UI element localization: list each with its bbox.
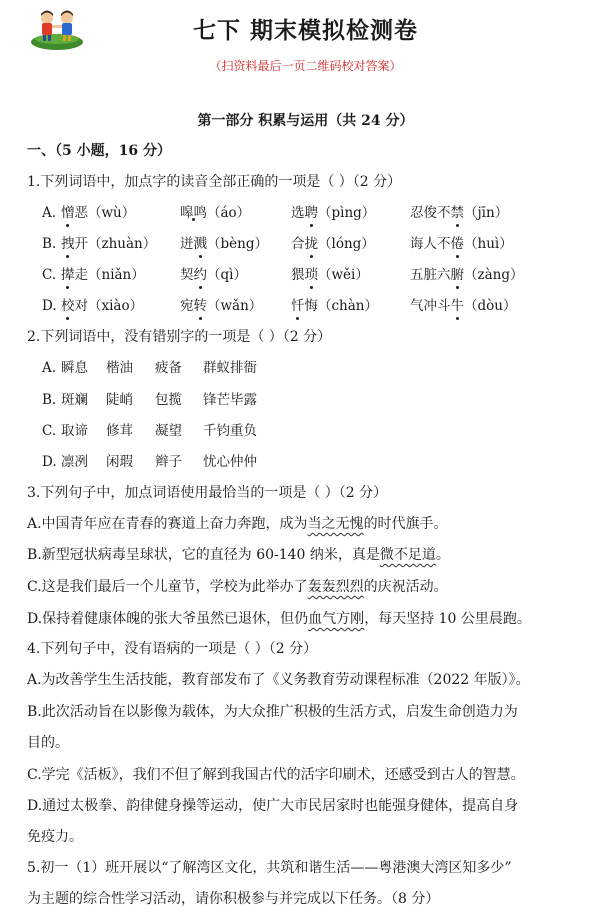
item-text: 五脏六: [410, 267, 451, 283]
item-text: （lóng）: [318, 236, 375, 252]
pinyin-item: [180, 203, 250, 223]
item-text: 宛: [180, 298, 194, 314]
item-text: （wǎn）: [207, 298, 263, 314]
option-text: D.保持着健康体魄的张大爷虽然已退休，但仍: [27, 611, 309, 627]
item-text: （qì）: [207, 267, 247, 283]
item-text: 气冲斗: [410, 298, 451, 314]
dotted-character: 拢: [304, 236, 318, 252]
question-3-option-b: [27, 545, 450, 565]
item-text: （huì）: [464, 236, 513, 252]
question-2-stem: 2.下列词语中，没有错别字的一项是（ ）（2 分）: [27, 329, 332, 345]
exam-title: 七下 期末模拟检测卷: [192, 17, 418, 44]
pinyin-item: [180, 234, 268, 254]
question-4-option-b-cont: 目的。: [27, 735, 69, 751]
option-text: B.新型冠状病毒呈球状，它的直径为 60-140 纳米，真是: [27, 547, 380, 563]
dotted-character: 撵: [61, 267, 75, 283]
pinyin-item: [291, 203, 375, 223]
option-letter: B.: [42, 236, 57, 252]
item-text: 嗥: [180, 205, 194, 221]
pinyin-item: [61, 234, 156, 254]
item-text: 选: [291, 205, 305, 221]
word-item: 修茸: [106, 423, 133, 439]
option-text: A.中国青年应在青春的赛道上奋力奔跑，成为: [27, 516, 308, 532]
option-letter: A.: [42, 360, 57, 376]
option-letter: D.: [42, 298, 57, 314]
item-text: （wěi）: [318, 267, 369, 283]
question-5-stem-cont: 为主题的综合性学习活动，请你积极参与并完成以下任务。（8 分）: [27, 891, 440, 907]
item-text: （zàng）: [464, 267, 524, 283]
word-item: 闲瑕: [106, 454, 133, 470]
word-item: 辫子: [155, 454, 182, 470]
pinyin-item: [61, 296, 143, 316]
dotted-character: 校: [61, 298, 75, 314]
question-4-option-b: B.此次活动旨在以影像为载体，为大众推广积极的生活方式，启发生命创造力为: [27, 704, 518, 720]
dotted-character: 约: [193, 267, 207, 283]
pinyin-item: [180, 296, 262, 316]
question-5-stem: 5.初一（1）班开展以“了解湾区文化，共筑和谐生活——粤港澳大湾区知多少”: [27, 860, 512, 876]
pinyin-item: [180, 265, 247, 285]
dotted-character: 禁: [450, 205, 464, 221]
dotted-character: 腑: [450, 267, 464, 283]
item-text: 猥: [291, 267, 305, 283]
word-item: 楷油: [106, 360, 133, 376]
question-1-stem: 1.下列词语中，加点字的读音全部正确的一项是（ ）（2 分）: [27, 174, 402, 190]
word-item: 忧心仲仲: [203, 454, 257, 470]
pinyin-item: [291, 234, 375, 254]
dotted-phrase: 血气方刚: [308, 611, 365, 627]
item-text: 契: [180, 267, 194, 283]
item-text: 鸣（áo）: [193, 205, 251, 221]
question-4-option-d: D.通过太极拳、韵律健身操等运动，使广大市民居家时也能强身健体，提高自身: [27, 798, 519, 814]
word-item: 千钧重负: [203, 423, 257, 439]
option-text: 的庆祝活动。: [363, 579, 448, 595]
item-text: 走（niǎn）: [74, 267, 145, 283]
word-item: 群蚁排衙: [203, 360, 257, 376]
question-3-option-d: [27, 609, 531, 629]
pinyin-item: [410, 296, 516, 316]
dotted-phrase: 当之无愧: [307, 516, 364, 532]
dotted-phrase: 微不足道: [379, 547, 436, 563]
word-item: 陡峭: [106, 392, 133, 408]
item-text: 迸: [180, 236, 194, 252]
item-text: （pìng）: [318, 205, 376, 221]
item-text: 忍俊不: [410, 205, 451, 221]
item-text: （dòu）: [464, 298, 517, 314]
pinyin-item: [291, 265, 369, 285]
question-4-stem: 4.下列句子中，没有语病的一项是（ ）（2 分）: [27, 641, 318, 657]
pinyin-item: [291, 296, 378, 316]
option-letter: D.: [42, 454, 57, 470]
dotted-character: 牛: [450, 298, 464, 314]
word-item: 疲备: [155, 360, 182, 376]
part-one-title: 第一部分 积累与运用（共 24 分）: [197, 113, 414, 129]
word-item: 包揽: [155, 392, 182, 408]
option-text: 的时代旗手。: [363, 516, 448, 532]
word-item: 凛冽: [61, 454, 88, 470]
dotted-character: 拽: [61, 236, 75, 252]
dotted-character: 转: [193, 298, 207, 314]
dotted-character: 聘: [304, 205, 318, 221]
dotted-character: 憎: [61, 205, 75, 221]
section-one-heading: 一、（5 小题，16 分）: [27, 143, 171, 159]
word-item: 斑斓: [61, 392, 88, 408]
word-item: 瞬息: [61, 360, 88, 376]
pinyin-item: [410, 234, 513, 254]
option-letter: C.: [42, 267, 57, 283]
option-text: 。: [435, 547, 450, 563]
item-text: 对（xiào）: [74, 298, 144, 314]
question-3-option-c: [27, 577, 448, 597]
question-4-option-d-cont: 免疫力。: [27, 829, 83, 845]
question-4-option-a: A.为改善学生生活技能，教育部发布了《义务教育劳动课程标准（2022 年版）》。: [27, 672, 530, 688]
question-4-option-c: C.学完《活板》，我们不但了解到我国古代的活字印刷术，还感受到古人的智慧。: [27, 767, 525, 783]
pinyin-item: [410, 265, 524, 285]
dotted-character: 溅: [193, 236, 207, 252]
option-text: C.这是我们最后一个儿童节，学校为此举办了: [27, 579, 308, 595]
option-letter: A.: [42, 205, 57, 221]
item-text: 开（zhuàn）: [74, 236, 157, 252]
dotted-character: 琐: [304, 267, 318, 283]
word-item: 凝望: [155, 423, 182, 439]
option-letter: B.: [42, 392, 57, 408]
pinyin-item: [61, 265, 145, 285]
option-text: ，每天坚持 10 公里晨跑。: [364, 611, 531, 627]
question-3-option-a: [27, 514, 448, 534]
item-text: （bèng）: [207, 236, 268, 252]
item-text: 合: [291, 236, 305, 252]
option-letter: C.: [42, 423, 57, 439]
word-item: 取谛: [61, 423, 88, 439]
pinyin-item: [410, 203, 508, 223]
item-text: （jīn）: [464, 205, 509, 221]
dotted-character: 忏: [291, 298, 305, 314]
question-3-stem: 3.下列句子中，加点词语使用最恰当的一项是（ ）（2 分）: [27, 485, 388, 501]
dotted-character: 倦: [450, 236, 464, 252]
item-text: 诲人不: [410, 236, 451, 252]
word-item: 锋芒毕露: [203, 392, 257, 408]
pinyin-item: [61, 203, 135, 223]
item-text: 悔（chàn）: [304, 298, 378, 314]
item-text: 恶（wù）: [74, 205, 136, 221]
answer-check-note: （扫资料最后一页二维码校对答案）: [209, 59, 402, 73]
dotted-phrase: 轰轰烈烈: [307, 579, 364, 595]
